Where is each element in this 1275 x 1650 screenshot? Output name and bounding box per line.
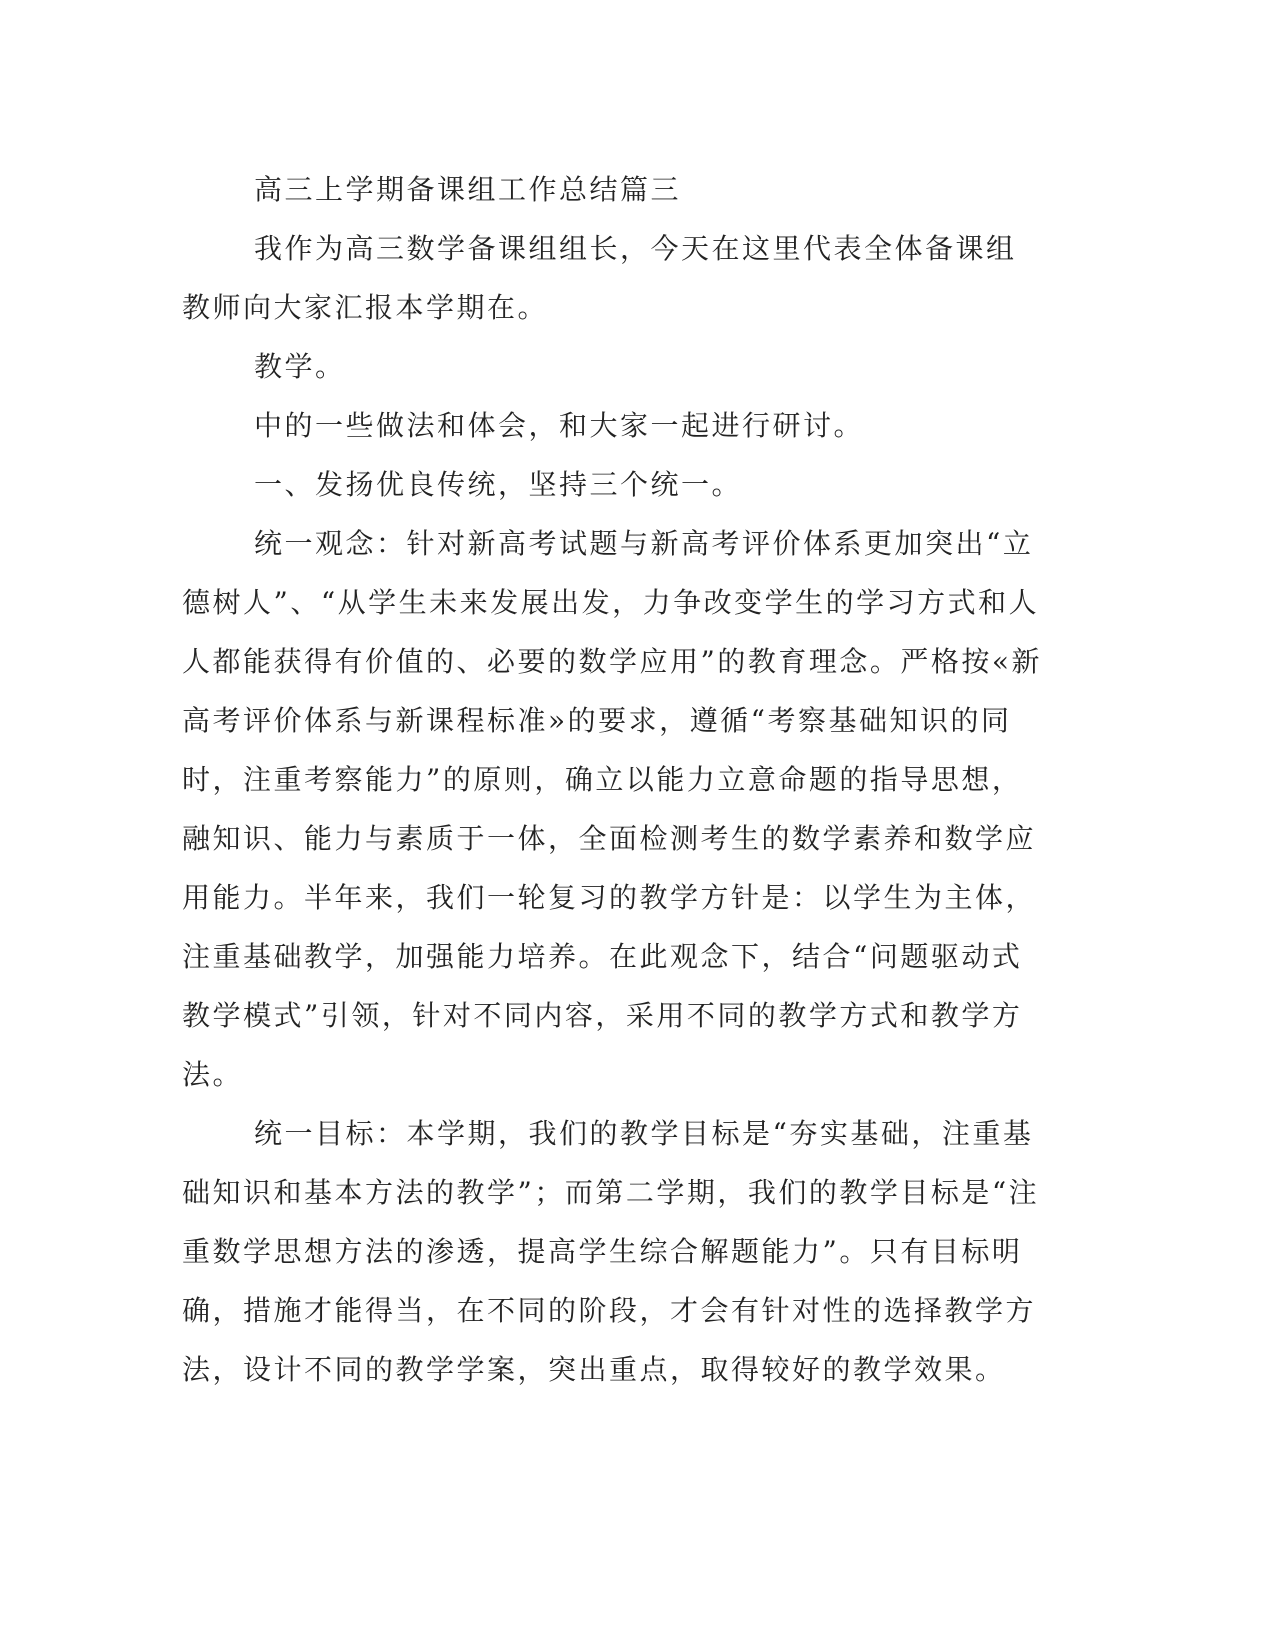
paragraph-unified-concept: 统一观念：针对新高考试题与新高考评价体系更加突出“立德树人”、“从学生未来发展出发，力争改变学生的学习方式和人人都能获得有价值的、必要的数学应用”的教育理念。严格按«新高考评价体系与新课程标准»的要求，遵循“考察基础知识的同时，注重考察能力”的原则，确立以能力立意命题的指导思想，融知识、能力与素质于一体，全面检测考生的数学素养和数学应用能力。半年来，我们一轮复习的教学方针是：以学生为主体，注重基础教学，加强能力培养。在此观念下，结合“问题驱动式教学模式”引领，针对不同内容，采用不同的教学方式和教学方法。 xyxy=(182,527,1042,1091)
paragraph-report-intro: 我作为高三数学备课组组长，今天在这里代表全体备课组教师向大家汇报本学期在。 xyxy=(182,232,1017,324)
paragraph-practices: 中的一些做法和体会，和大家一起进行研讨。 xyxy=(254,409,865,442)
document-title: 高三上学期备课组工作总结篇三 xyxy=(254,173,682,206)
document-body xyxy=(182,160,1042,1399)
paragraph-teaching: 教学。 xyxy=(254,350,346,383)
paragraph-unified-goal: 统一目标：本学期，我们的教学目标是“夯实基础，注重基础知识和基本方法的教学”；而第二学期，我们的教学目标是“注重数学思想方法的渗透，提高学生综合解题能力”。只有目标明确，措施才能得当，在不同的阶段，才会有针对性的选择教学方法，设计不同的教学学案，突出重点，取得较好的教学效果。 xyxy=(182,1117,1040,1386)
section-heading-one: 一、发扬优良传统，坚持三个统一。 xyxy=(254,468,743,501)
